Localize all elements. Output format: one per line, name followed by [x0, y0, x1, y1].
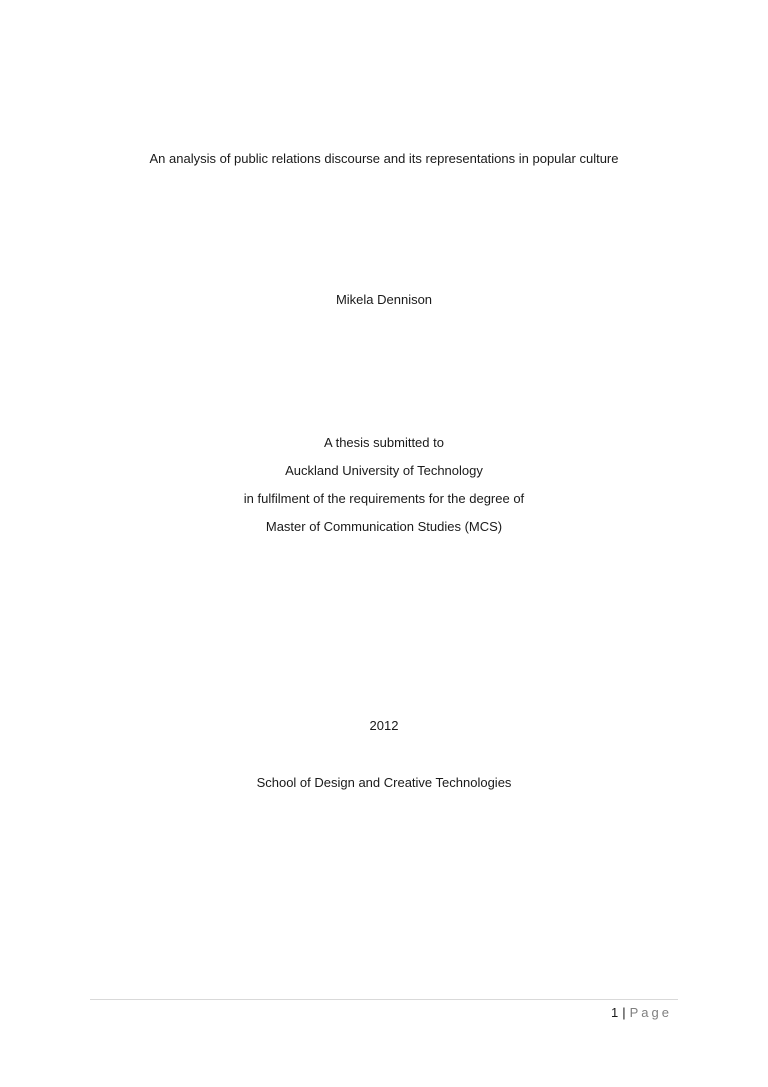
page-footer — [611, 1004, 672, 1022]
thesis-title: An analysis of public relations discourse and its representations in popular culture — [149, 151, 619, 166]
school-name: School of Design and Creative Technologies — [256, 775, 512, 790]
submission-line-1: A thesis submitted to — [324, 435, 444, 450]
footer-divider — [90, 999, 678, 1000]
submission-line-4: Master of Communication Studies (MCS) — [265, 519, 503, 534]
page-number: 1 — [611, 1005, 619, 1020]
author-name: Mikela Dennison — [335, 292, 433, 307]
submission-year: 2012 — [369, 718, 399, 733]
page-separator: | — [622, 1005, 626, 1020]
submission-line-3: in fulfilment of the requirements for the degree of — [243, 491, 525, 506]
submission-line-2: Auckland University of Technology — [285, 463, 483, 478]
page-label: Page — [629, 1005, 672, 1020]
